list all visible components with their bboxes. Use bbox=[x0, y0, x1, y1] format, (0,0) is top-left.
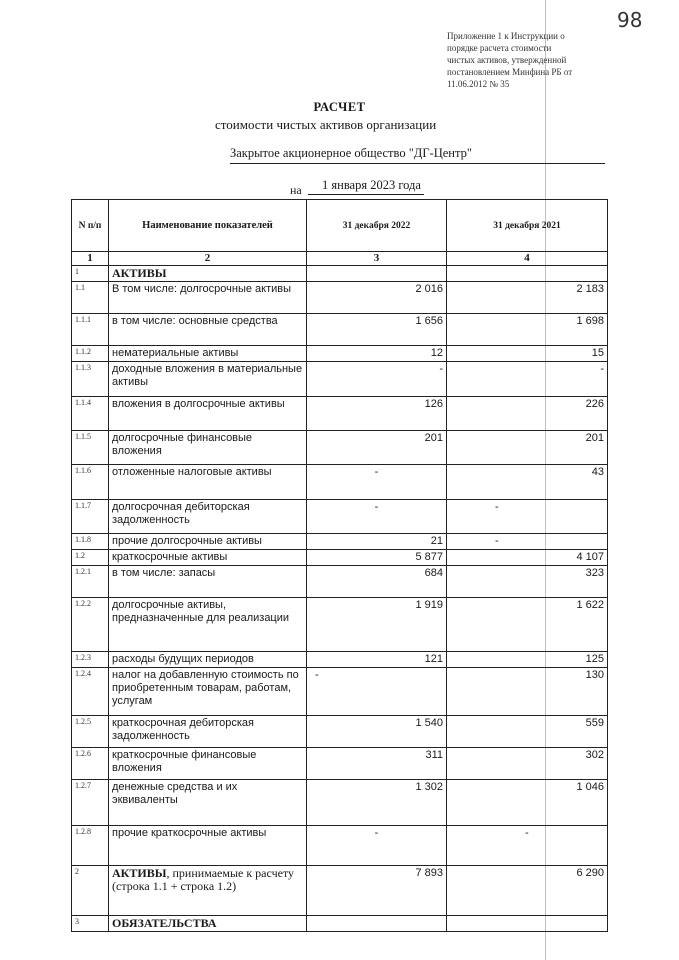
row-name: вложения в долгосрочные активы bbox=[109, 397, 307, 431]
header-col4: 31 декабря 2021 bbox=[447, 200, 608, 252]
row-name: в том числе: основные средства bbox=[109, 314, 307, 346]
row-value-2022: 1 540 bbox=[307, 716, 447, 748]
row-name: в том числе: запасы bbox=[109, 566, 307, 598]
row-value-2021: 130 bbox=[447, 668, 608, 716]
row-value-2021: - bbox=[447, 534, 608, 550]
row-number: 1.1.4 bbox=[72, 397, 109, 431]
row-value-2021: 1 622 bbox=[447, 598, 608, 652]
index-cell: 2 bbox=[109, 252, 307, 266]
row-name: АКТИВЫ bbox=[109, 266, 307, 282]
row-name: ОБЯЗАТЕЛЬСТВА bbox=[109, 916, 307, 932]
row-name: долгосрочные активы, предназначенные для реализации bbox=[109, 598, 307, 652]
row-value-2021: 6 290 bbox=[447, 866, 608, 916]
header-col3: 31 декабря 2022 bbox=[307, 200, 447, 252]
table-row bbox=[72, 346, 608, 362]
row-number: 1.1.6 bbox=[72, 465, 109, 500]
row-value-2021: 226 bbox=[447, 397, 608, 431]
row-name-rest: , принимаемые к расчету (строка 1.1 + строка 1.2) bbox=[112, 866, 295, 893]
row-name: прочие долгосрочные активы bbox=[109, 534, 307, 550]
table-row bbox=[72, 866, 608, 916]
row-number: 1.1 bbox=[72, 282, 109, 314]
row-name: налог на добавленную стоимость по приобретенным товарам, работам, услугам bbox=[109, 668, 307, 716]
document-title: РАСЧЕТ bbox=[313, 100, 366, 114]
annex-line: постановлением Минфина РБ от bbox=[447, 67, 573, 77]
table-row bbox=[72, 598, 608, 652]
table-row bbox=[72, 652, 608, 668]
row-number: 1.2.2 bbox=[72, 598, 109, 652]
row-value-2021: 2 183 bbox=[447, 282, 608, 314]
row-value-2022: 2 016 bbox=[307, 282, 447, 314]
table-row bbox=[72, 534, 608, 550]
row-number: 1.1.8 bbox=[72, 534, 109, 550]
row-name: краткосрочная дебиторская задолженность bbox=[109, 716, 307, 748]
row-number: 1.1.3 bbox=[72, 362, 109, 397]
header-name: Наименование показателей bbox=[109, 200, 307, 252]
row-number: 1.2.6 bbox=[72, 748, 109, 780]
annex-line: чистых активов, утвержденной bbox=[447, 55, 567, 65]
row-number: 1.2.5 bbox=[72, 716, 109, 748]
document-subtitle: стоимости чистых активов организации bbox=[215, 117, 437, 132]
row-number: 1.1.2 bbox=[72, 346, 109, 362]
row-value-2021: - bbox=[447, 362, 608, 397]
row-name: долгосрочные финансовые вложения bbox=[109, 431, 307, 465]
row-value-2021: 201 bbox=[447, 431, 608, 465]
row-name: расходы будущих периодов bbox=[109, 652, 307, 668]
row-value-2022: 311 bbox=[307, 748, 447, 780]
table-row bbox=[72, 266, 608, 282]
row-name: краткосрочные финансовые вложения bbox=[109, 748, 307, 780]
column-index-row bbox=[72, 252, 608, 266]
table-row bbox=[72, 397, 608, 431]
table-row bbox=[72, 826, 608, 866]
row-value-2021: 559 bbox=[447, 716, 608, 748]
annex-line: порядке расчета стоимости bbox=[447, 43, 552, 53]
annex-note bbox=[447, 30, 619, 90]
table-row bbox=[72, 668, 608, 716]
row-value-2022: 5 877 bbox=[307, 550, 447, 566]
row-value-2022: 121 bbox=[307, 652, 447, 668]
table-row bbox=[72, 282, 608, 314]
row-value-2022: - bbox=[307, 362, 447, 397]
index-cell: 4 bbox=[447, 252, 608, 266]
table-row bbox=[72, 500, 608, 534]
row-value-2021: - bbox=[447, 826, 608, 866]
row-value-2022 bbox=[307, 266, 447, 282]
table-row bbox=[72, 431, 608, 465]
row-name: нематериальные активы bbox=[109, 346, 307, 362]
row-number: 1.2.1 bbox=[72, 566, 109, 598]
row-value-2022: - bbox=[307, 826, 447, 866]
row-value-2022: - bbox=[307, 668, 447, 716]
row-value-2022: 1 302 bbox=[307, 780, 447, 826]
row-value-2021: 4 107 bbox=[447, 550, 608, 566]
row-number: 1.2.8 bbox=[72, 826, 109, 866]
row-value-2022: - bbox=[307, 465, 447, 500]
table-row bbox=[72, 748, 608, 780]
row-number: 1.2.3 bbox=[72, 652, 109, 668]
row-number: 1.2.7 bbox=[72, 780, 109, 826]
row-value-2021: 15 bbox=[447, 346, 608, 362]
index-cell: 3 bbox=[307, 252, 447, 266]
row-value-2021 bbox=[447, 266, 608, 282]
row-value-2022: 1 656 bbox=[307, 314, 447, 346]
row-number: 1.1.1 bbox=[72, 314, 109, 346]
row-value-2021: 302 bbox=[447, 748, 608, 780]
organization-name: Закрытое акционерное общество "ДГ-Центр" bbox=[230, 146, 605, 164]
row-value-2021 bbox=[447, 916, 608, 932]
row-value-2022: - bbox=[307, 500, 447, 534]
row-value-2021: 1 046 bbox=[447, 780, 608, 826]
table-row bbox=[72, 916, 608, 932]
table-row bbox=[72, 566, 608, 598]
row-name bbox=[109, 866, 307, 916]
header-num: N п/п bbox=[72, 200, 109, 252]
row-value-2021: - bbox=[447, 500, 608, 534]
row-number: 1.2.4 bbox=[72, 668, 109, 716]
row-value-2022: 684 bbox=[307, 566, 447, 598]
table-row bbox=[72, 314, 608, 346]
row-number: 1 bbox=[72, 266, 109, 282]
row-number: 2 bbox=[72, 866, 109, 916]
net-assets-table bbox=[71, 199, 608, 932]
row-value-2022: 201 bbox=[307, 431, 447, 465]
table-row bbox=[72, 362, 608, 397]
row-value-2022: 12 bbox=[307, 346, 447, 362]
row-value-2021: 125 bbox=[447, 652, 608, 668]
annex-line: 11.06.2012 № 35 bbox=[447, 79, 510, 89]
table-row bbox=[72, 780, 608, 826]
row-value-2021: 323 bbox=[447, 566, 608, 598]
row-value-2022 bbox=[307, 916, 447, 932]
row-name: прочие краткосрочные активы bbox=[109, 826, 307, 866]
row-name: краткосрочные активы bbox=[109, 550, 307, 566]
table-row bbox=[72, 550, 608, 566]
row-name: долгосрочная дебиторская задолженность bbox=[109, 500, 307, 534]
table-row bbox=[72, 716, 608, 748]
date-label: на bbox=[290, 183, 302, 197]
row-number: 1.1.7 bbox=[72, 500, 109, 534]
row-number: 1.1.5 bbox=[72, 431, 109, 465]
report-date: 1 января 2023 года bbox=[308, 178, 424, 195]
row-value-2021: 43 bbox=[447, 465, 608, 500]
annex-line: Приложение 1 к Инструкции о bbox=[447, 31, 565, 41]
row-name: отложенные налоговые активы bbox=[109, 465, 307, 500]
row-name: доходные вложения в материальные активы bbox=[109, 362, 307, 397]
index-cell: 1 bbox=[72, 252, 109, 266]
row-number: 1.2 bbox=[72, 550, 109, 566]
row-value-2022: 1 919 bbox=[307, 598, 447, 652]
row-value-2021: 1 698 bbox=[447, 314, 608, 346]
row-value-2022: 126 bbox=[307, 397, 447, 431]
row-name: В том числе: долгосрочные активы bbox=[109, 282, 307, 314]
row-value-2022: 21 bbox=[307, 534, 447, 550]
row-name-bold: АКТИВЫ bbox=[112, 866, 167, 880]
table-header-row bbox=[72, 200, 608, 252]
handwritten-page-number: 98 bbox=[617, 8, 643, 32]
row-value-2022: 7 893 bbox=[307, 866, 447, 916]
table-row bbox=[72, 465, 608, 500]
row-number: 3 bbox=[72, 916, 109, 932]
row-name: денежные средства и их эквиваленты bbox=[109, 780, 307, 826]
